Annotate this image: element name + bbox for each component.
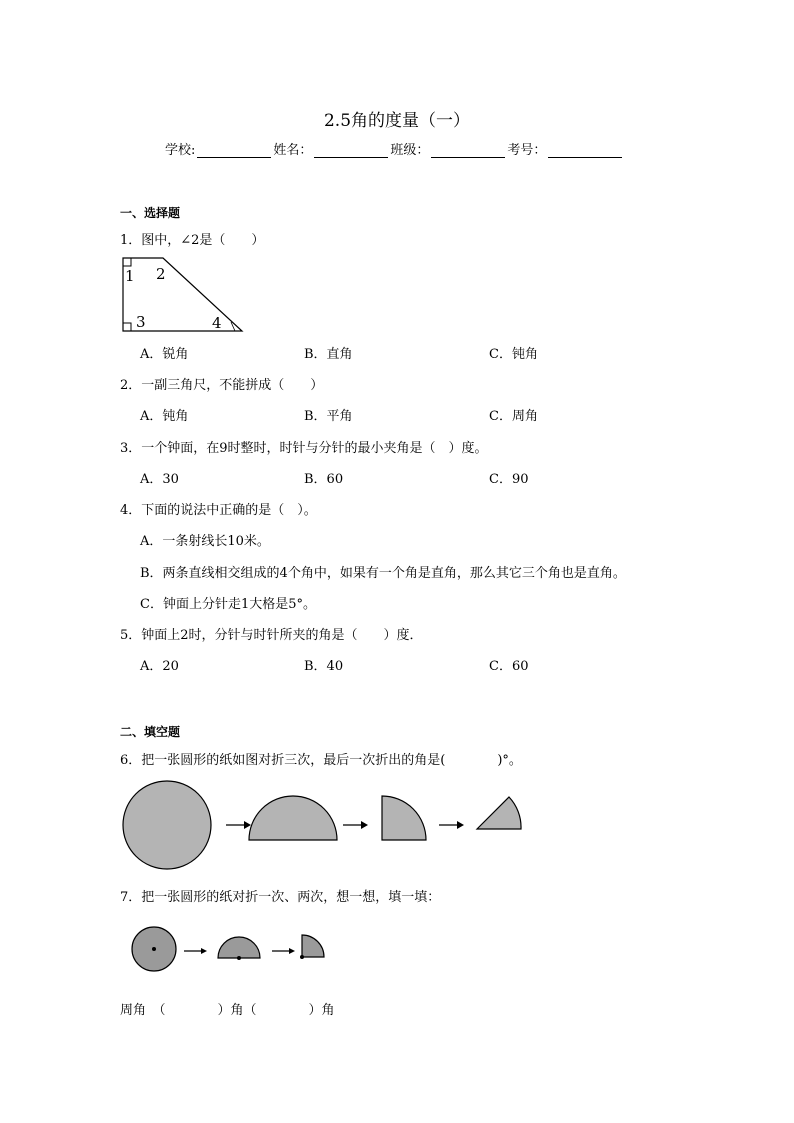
circle-folding-small-figure — [128, 925, 338, 975]
page-title: 2.5角的度量（一） — [323, 111, 471, 131]
arrow-right-icon — [439, 821, 464, 829]
question-7-answer-line[interactable]: 周角 （ ）角（ ）角 — [120, 1003, 335, 1018]
q5-option-a[interactable]: A．20 — [140, 659, 179, 674]
question-7-stem: 7．把一张圆形的纸对折一次、两次，想一想，填一填： — [120, 890, 441, 905]
q2-option-c[interactable]: C．周角 — [489, 409, 538, 424]
question-5-stem: 5．钟面上2时，分针与时针所夹的角是（ ）度． — [120, 628, 423, 643]
center-dot — [300, 955, 304, 959]
name-label: 姓名： — [273, 143, 313, 158]
q5-option-c[interactable]: C．60 — [489, 659, 529, 674]
name-blank[interactable] — [314, 144, 388, 158]
question-4-stem: 4．下面的说法中正确的是（ ）。 — [120, 503, 317, 518]
figure-label-2: 2 — [156, 265, 166, 283]
small-quarter-circle-shape — [302, 935, 324, 957]
q4-option-b[interactable]: B．两条直线相交组成的4个角中，如果有一个角是直角，那么其它三个角也是直角。 — [140, 566, 626, 581]
q3-option-c[interactable]: C．90 — [489, 472, 529, 487]
q3-option-b[interactable]: B．60 — [304, 472, 344, 487]
center-dot — [152, 947, 156, 951]
small-semicircle-shape — [218, 937, 260, 958]
exam-no-label: 考号： — [507, 143, 547, 158]
figure-label-3: 3 — [136, 313, 146, 331]
q1-option-b[interactable]: B．直角 — [304, 347, 353, 362]
section-heading-choice: 一、选择题 — [120, 206, 181, 220]
full-circle-shape — [123, 781, 211, 869]
arrow-right-icon — [226, 821, 251, 829]
q4-option-a[interactable]: A．一条射线长10米。 — [140, 534, 270, 549]
section-heading-fill: 二、填空题 — [120, 725, 181, 739]
q4-option-c[interactable]: C．钟面上分针走1大格是5°。 — [140, 597, 316, 612]
circle-folding-figure — [120, 780, 530, 872]
q3-option-a[interactable]: A．30 — [140, 472, 179, 487]
arrow-right-icon — [343, 821, 368, 829]
arrow-right-icon — [272, 948, 295, 954]
arrow-right-icon — [184, 948, 207, 954]
eighth-circle-shape — [477, 797, 521, 829]
student-info-line — [165, 139, 624, 158]
q2-option-a[interactable]: A．钝角 — [140, 409, 189, 424]
school-blank[interactable] — [197, 144, 271, 158]
figure-label-1: 1 — [125, 267, 135, 285]
question-2-stem: 2．一副三角尺，不能拼成（ ） — [120, 378, 324, 393]
q5-option-b[interactable]: B．40 — [304, 659, 344, 674]
trapezoid-figure — [118, 255, 246, 335]
class-label: 班级： — [390, 143, 430, 158]
question-6-stem: 6．把一张圆形的纸如图对折三次，最后一次折出的角是( )°。 — [120, 753, 522, 768]
q2-option-b[interactable]: B．平角 — [304, 409, 353, 424]
quarter-circle-shape — [382, 796, 426, 840]
question-3-stem: 3．一个钟面，在9时整时，时针与分针的最小夹角是（ ）度。 — [120, 441, 488, 456]
school-label: 学校: — [165, 143, 196, 158]
exam-no-blank[interactable] — [548, 144, 622, 158]
question-1-stem: 1．图中，∠2是（ ） — [120, 233, 265, 248]
figure-label-4: 4 — [212, 314, 222, 332]
center-dot — [237, 956, 241, 960]
q1-option-c[interactable]: C．钝角 — [489, 347, 538, 362]
semicircle-shape — [249, 796, 337, 840]
q1-option-a[interactable]: A．锐角 — [140, 347, 189, 362]
class-blank[interactable] — [431, 144, 505, 158]
